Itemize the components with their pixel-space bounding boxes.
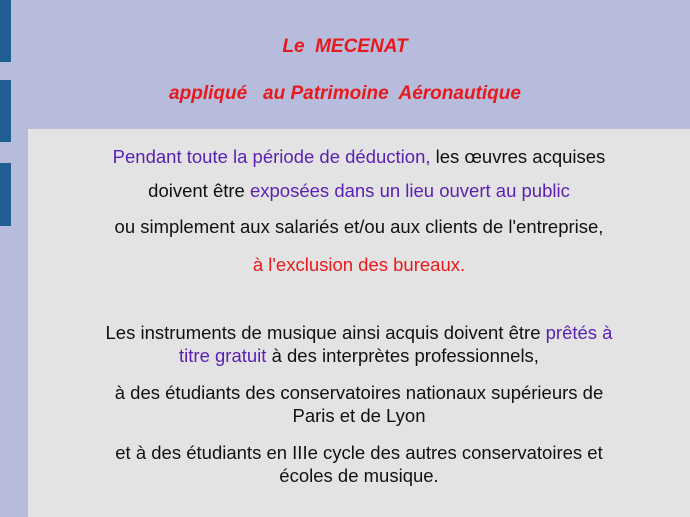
- paragraph1-line1: [28, 146, 690, 168]
- left-accent-bar-bottom: [0, 163, 11, 226]
- paragraph2-line1: [28, 322, 690, 344]
- paragraph1-line1-rest: les œuvres acquises: [430, 146, 606, 167]
- paragraph1-line3: ou simplement aux salariés et/ou aux clients de l'entreprise,: [114, 216, 604, 237]
- paragraph4-line1: et à des étudiants en IIIe cycle des autres conservatoires et: [115, 442, 603, 463]
- paragraph3-line1: à des étudiants des conservatoires nationaux supérieurs de: [114, 382, 604, 403]
- content-panel: [28, 129, 690, 517]
- paragraph4-line2: écoles de musique.: [279, 465, 439, 486]
- paragraph1-line2-highlight: exposées dans un lieu ouvert au public: [249, 180, 570, 201]
- slide-subtitle: appliqué au Patrimoine Aéronautique: [169, 83, 521, 104]
- paragraph1-line1-highlight: Pendant toute la période de déduction,: [112, 146, 431, 167]
- slide-title: Le MECENAT: [282, 36, 408, 57]
- paragraph2-line2-rest: à des interprètes professionnels,: [266, 345, 539, 366]
- paragraph2-line1-highlight: prêtés à: [545, 322, 613, 343]
- paragraph2-line1-start: Les instruments de musique ainsi acquis doivent être: [105, 322, 546, 343]
- paragraph1-line2: [28, 180, 690, 202]
- paragraph2-line2-highlight: titre gratuit: [179, 345, 267, 366]
- paragraph1-line4: à l'exclusion des bureaux.: [252, 254, 466, 275]
- paragraph3-line2: Paris et de Lyon: [292, 405, 426, 426]
- paragraph1-line2-start: doivent être: [148, 180, 250, 201]
- paragraph2-line2: [28, 345, 690, 367]
